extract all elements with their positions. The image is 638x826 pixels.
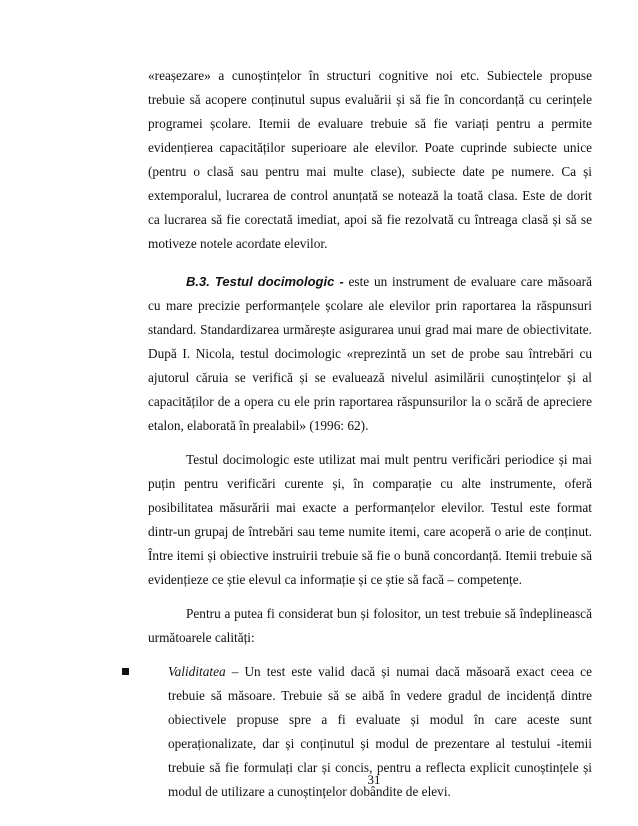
- usage-paragraph: Testul docimologic este utilizat mai mult pentru verificări periodice și mai puțin pentru verificări curente și, în comparație cu alte instrumente, oferă posibilitatea măsurării mai exacte a performanțelor elevilor. Testul este format dintr-un grupaj de întrebări sau teme numite itemi, care acoperă o arie de conținut. Între itemi și obiective instruirii trebuie să fie o bună concordanță. Itemii trebuie să evidențieze ce știe elevul ca informație și ce știe să facă – competențe.: [148, 452, 592, 587]
- bullet-validity-term: Validitatea: [168, 664, 226, 679]
- section-b3-heading: B.3. Testul docimologic -: [186, 274, 344, 289]
- qualities-paragraph: Pentru a putea fi considerat bun și folositor, un test trebuie să îndeplinească următoarele calități:: [148, 606, 592, 645]
- section-b3-text: este un instrument de evaluare care măsoară cu mare precizie performanțele școlare ale elevilor prin raportarea la răspunsuri standard. Standardizarea urmărește asigurarea unui grad mai mare de obiectivitate. După I. Nicola, testul docimologic «reprezintă un set de probe sau întrebări cu ajutorul căruia se verifică și se evaluează nivelul asimilării cunoștințelor și al capacităților de a opera cu ele prin raportarea răspunsurilor la o scără de apreciere etalon, elaborată în prealabil» (1996: 62).: [148, 274, 592, 433]
- section-b3-paragraph: [148, 270, 592, 438]
- bullet-validity-text: – Un test este valid dacă și numai dacă măsoară exact ceea ce trebuie să măsoare. Trebuie să se aibă în vedere gradul de incidență dintre obiectivele propuse spre a fi evaluate și modul în care aceste sunt operaționalizate, dar și conținutul și modul de prezentare al testului -itemii trebuie să fie formulați clar și concis, pentru a reflecta explicit cunoștințele și modul de utilizare a cunoștințelor dobândite de elevi.: [168, 664, 592, 799]
- intro-paragraph: «reașezare» a cunoștințelor în structuri cognitive noi etc. Subiectele propuse trebuie să acopere conținutul supus evaluării și să fie în concordanță cu cerințele programei școlare. Itemii de evaluare trebuie să fie variați pentru a permite evidențierea capacităților superioare ale elevilor. Poate cuprinde subiecte unice (pentru o clasă sau pentru mai multe clase), subiecte date pe numere. Ca și extemporalul, lucrarea de control anunțată se notează la toată clasa. Este de dorit ca lucrarea să fie corectată imediat, apoi să fie rezolvată cu întreaga clasă și să se motiveze notele acordate elevilor.: [148, 68, 592, 251]
- page-number: 31: [367, 772, 381, 787]
- page-body: [148, 64, 592, 804]
- square-bullet-icon: [122, 668, 129, 675]
